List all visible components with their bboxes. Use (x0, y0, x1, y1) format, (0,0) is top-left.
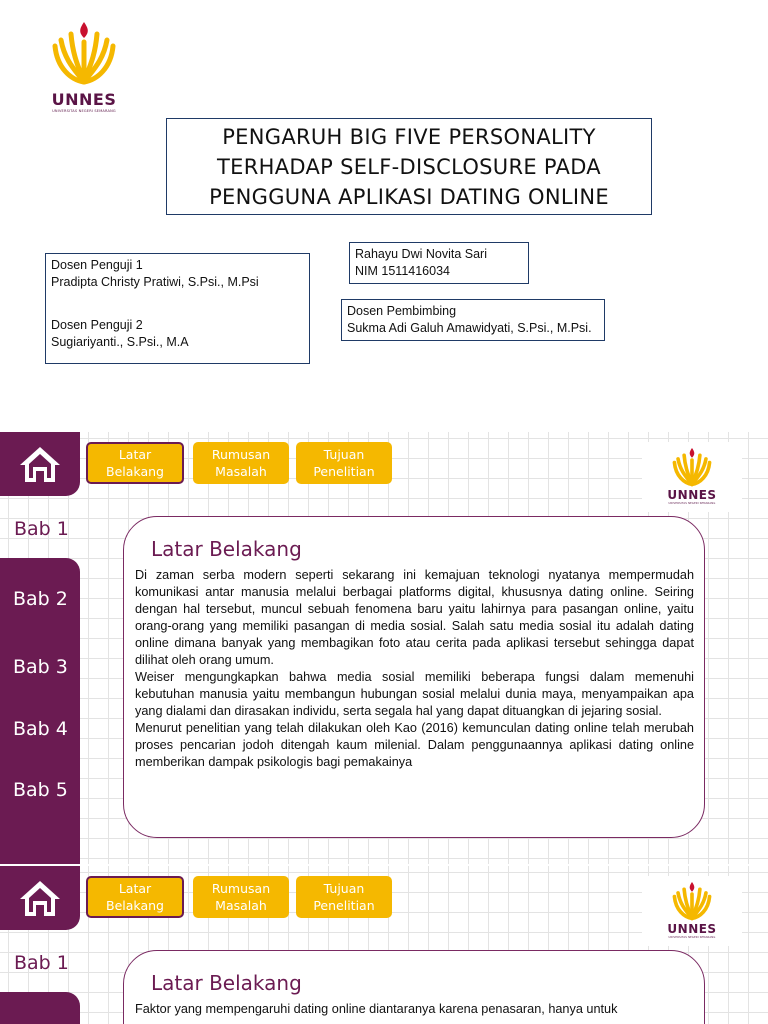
unnes-logo (666, 882, 718, 939)
unnes-emblem-icon (669, 882, 715, 922)
home-icon (18, 878, 62, 918)
student-nim: NIM 1511416034 (355, 263, 450, 278)
content-slide-2 (0, 866, 768, 1024)
content-slide-1 (0, 432, 768, 864)
paragraph: Weiser mengungkapkan bahwa media sosial memiliki beberapa fungsi dalam memenuhi kebutuhan manusia yaitu membangun hubungan sosial melalui dunia maya, menyampaikan apa yang dialami dan dirasakan individu, serta segala hal yang dapat dituangkan di jejaring sosial. (135, 670, 694, 718)
sidebar-menu (0, 992, 80, 1024)
tab-latar-belakang[interactable] (86, 442, 184, 484)
tab-tujuan-penelitian[interactable] (296, 876, 392, 918)
home-icon (18, 444, 62, 484)
tab-tujuan-penelitian[interactable] (296, 442, 392, 484)
examiner2-role: Dosen Penguji 2 (51, 318, 143, 332)
sidebar-item-bab-1[interactable]: Bab 1 (14, 518, 69, 540)
card-body (135, 1001, 694, 1018)
supervisor-box (341, 299, 605, 341)
logo-subtext: UNIVERSITAS NEGERI SEMARANG (52, 109, 116, 113)
tab-label: Latar Belakang (106, 881, 164, 913)
paragraph: Faktor yang mempengaruhi dating online diantaranya karena penasaran, hanya untuk (135, 1002, 618, 1016)
supervisor-name: Sukma Adi Galuh Amawidyati, S.Psi., M.Psi. (347, 320, 592, 335)
sidebar-menu (0, 558, 80, 864)
student-name: Rahayu Dwi Novita Sari (355, 247, 487, 261)
card-body (135, 567, 694, 771)
presentation-title: PENGARUH BIG FIVE PERSONALITY TERHADAP SELF-DISCLOSURE PADA PENGGUNA APLIKASI DATING ONLINE (209, 124, 609, 209)
logo-subtext: UNIVERSITAS NEGERI SEMARANG (668, 502, 716, 505)
sidebar-item-bab-4[interactable]: Bab 4 (13, 718, 68, 740)
home-button[interactable] (0, 866, 80, 930)
home-button[interactable] (0, 432, 80, 496)
paragraph: Menurut penelitian yang telah dilakukan oleh Kao (2016) kemunculan dating online telah merubah proses pencarian jodoh ditengah kaum milenial. Dalam penggunaannya aplikasi dating online memberikan dampak psikologis bagi pemakainya (135, 721, 694, 769)
unnes-logo (44, 18, 124, 113)
tab-label: Tujuan Penelitian (313, 447, 375, 479)
examiner1-role: Dosen Penguji 1 (51, 258, 143, 272)
sidebar-item-bab-3[interactable]: Bab 3 (13, 656, 68, 678)
logo-subtext: UNIVERSITAS NEGERI SEMARANG (668, 936, 716, 939)
unnes-logo (666, 448, 718, 505)
logo-wordmark: UNNES (667, 922, 717, 936)
supervisor-role: Dosen Pembimbing (347, 304, 457, 318)
tab-latar-belakang[interactable] (86, 876, 184, 918)
content-card (123, 516, 705, 838)
slide-logo (642, 876, 742, 946)
card-title: Latar Belakang (151, 537, 302, 561)
title-slide (0, 0, 768, 432)
sidebar-item-bab-5[interactable]: Bab 5 (13, 779, 68, 801)
tab-label: Latar Belakang (106, 447, 164, 479)
slide-logo (642, 442, 742, 512)
sidebar-item-bab-2[interactable]: Bab 2 (13, 588, 68, 610)
tab-rumusan-masalah[interactable] (193, 442, 289, 484)
tab-label: Rumusan Masalah (211, 881, 271, 913)
content-card (123, 950, 705, 1024)
unnes-emblem-icon (47, 18, 121, 92)
examiner1-name: Pradipta Christy Pratiwi, S.Psi., M.Psi (51, 274, 259, 289)
card-title: Latar Belakang (151, 971, 302, 995)
paragraph: Di zaman serba modern seperti sekarang ini kemajuan teknologi nyatanya mempermudah komunikasi antar manusia melalui berbagai platforms digital, khususnya dating online. Seiring dengan hal tersebut, muncul sebuah fenomena baru yaitu lahirnya para pasangan online, yaitu orang-orang yang memiliki pasangan di media sosial. Salah satu media sosial itu adalah dating online dimana banyak yang membagikan foto atau cerita pada aplikasi tersebut sehingga dapat dilihat oleh orang umum. (135, 568, 694, 667)
title-box (166, 118, 652, 215)
examiners-box (45, 253, 310, 364)
sidebar-item-bab-1[interactable]: Bab 1 (14, 952, 69, 974)
tab-rumusan-masalah[interactable] (193, 876, 289, 918)
logo-wordmark: UNNES (51, 90, 117, 109)
unnes-emblem-icon (669, 448, 715, 488)
student-box (349, 242, 529, 284)
tab-label: Tujuan Penelitian (313, 881, 375, 913)
logo-wordmark: UNNES (667, 488, 717, 502)
examiner2-name: Sugiariyanti., S.Psi., M.A (51, 334, 189, 349)
tab-label: Rumusan Masalah (211, 447, 271, 479)
